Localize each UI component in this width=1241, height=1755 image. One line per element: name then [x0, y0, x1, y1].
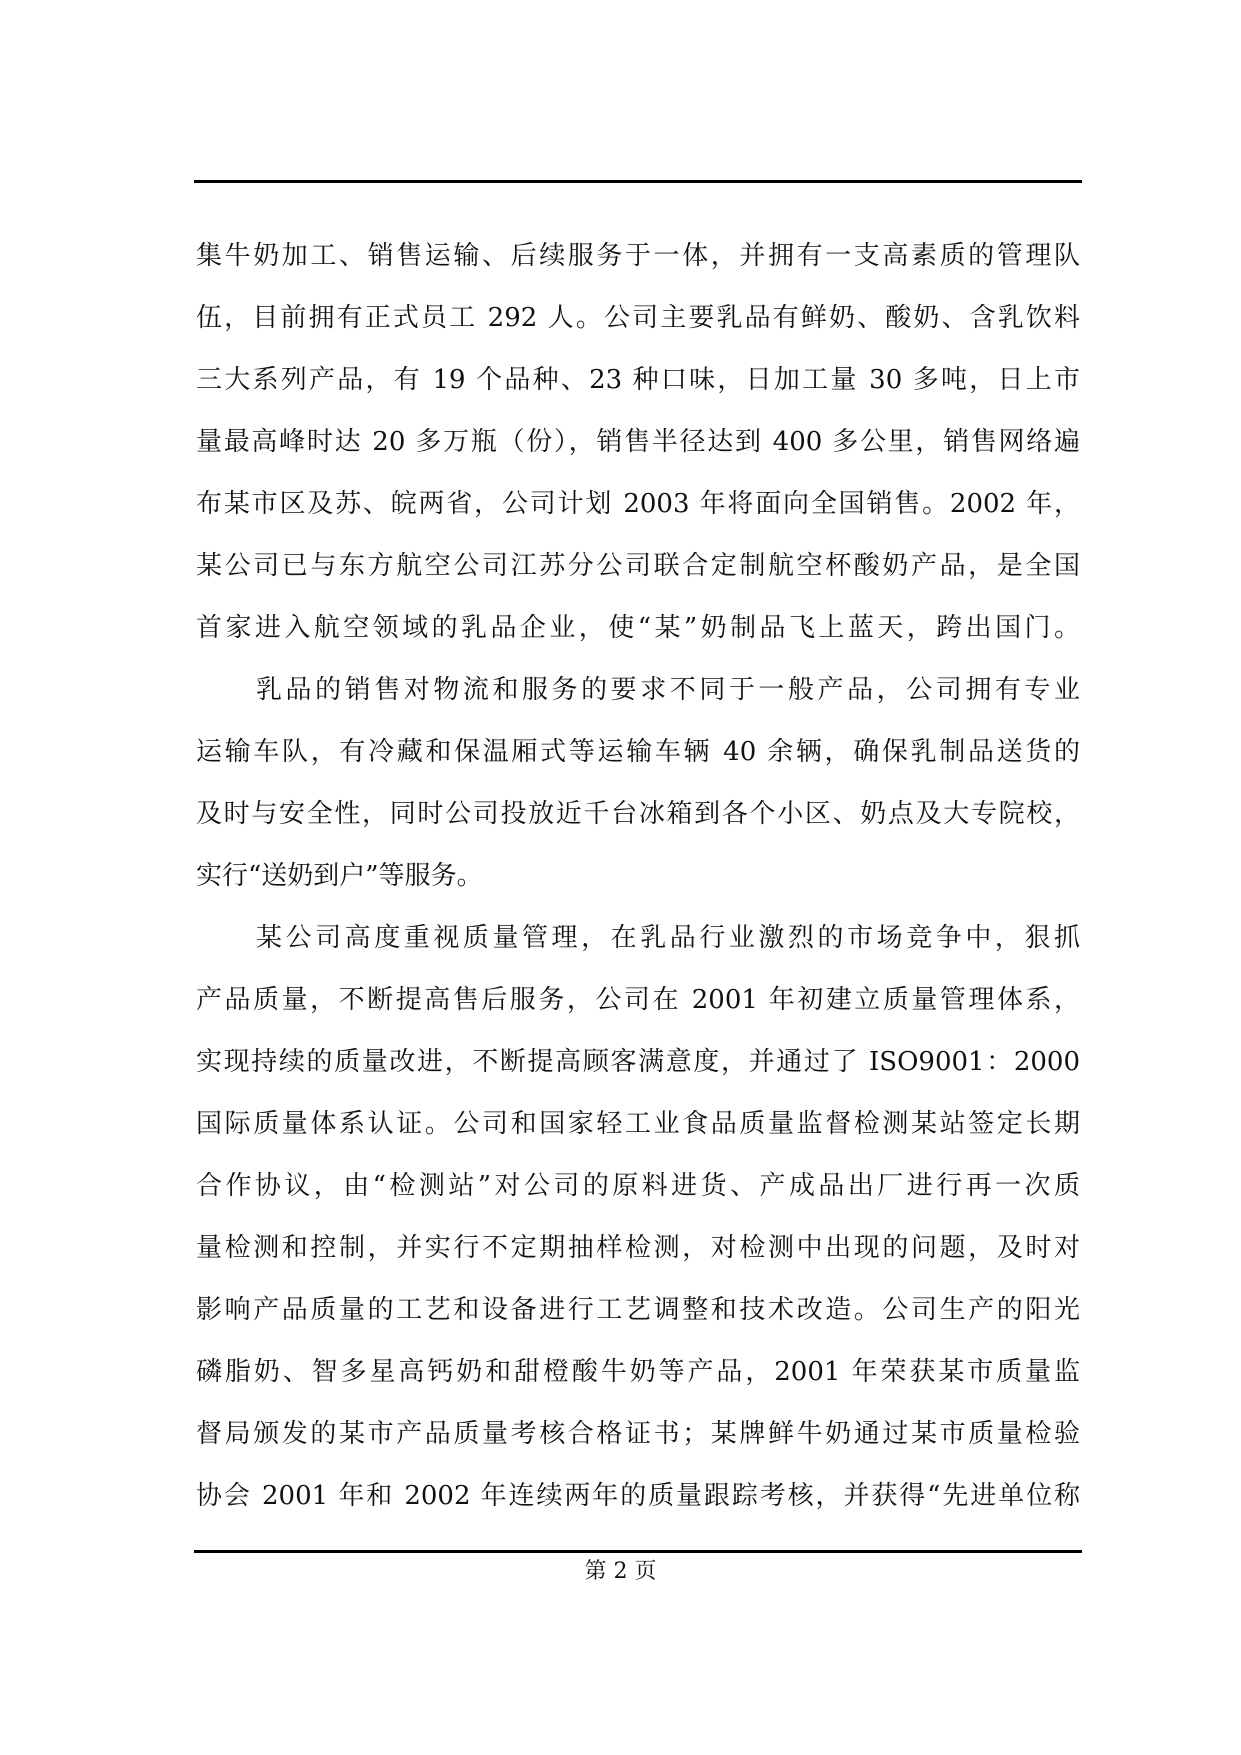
- text-line: 伍，目前拥有正式员工 292 人。公司主要乳品有鲜奶、酸奶、含乳饮料: [196, 303, 1080, 333]
- text-line: 督局颁发的某市产品质量考核合格证书；某牌鲜牛奶通过某市质量检验: [196, 1419, 1080, 1449]
- paragraph-first-line: 乳品的销售对物流和服务的要求不同于一般产品，公司拥有专业: [256, 675, 1080, 705]
- text-line: 磷脂奶、智多星高钙奶和甜橙酸牛奶等产品，2001 年荣获某市质量监: [196, 1357, 1080, 1387]
- text-line: 某公司已与东方航空公司江苏分公司联合定制航空杯酸奶产品，是全国: [196, 551, 1080, 581]
- document-body: [196, 225, 1080, 1527]
- text-line: 影响产品质量的工艺和设备进行工艺调整和技术改造。公司生产的阳光: [196, 1295, 1080, 1325]
- paragraph-first-line: 某公司高度重视质量管理，在乳品行业激烈的市场竞争中，狠抓: [256, 923, 1080, 953]
- text-line: 实行“送奶到户”等服务。: [196, 861, 483, 891]
- text-line: 合作协议，由“检测站”对公司的原料进货、产成品出厂进行再一次质: [196, 1171, 1080, 1201]
- text-line: 运输车队，有冷藏和保温厢式等运输车辆 40 余辆，确保乳制品送货的: [196, 737, 1080, 767]
- text-line: 三大系列产品，有 19 个品种、23 种口味，日加工量 30 多吨，日上市: [196, 365, 1080, 395]
- text-line: 国际质量体系认证。公司和国家轻工业食品质量监督检测某站签定长期: [196, 1109, 1080, 1139]
- text-line: 首家进入航空领域的乳品企业，使“某”奶制品飞上蓝天，跨出国门。: [196, 613, 1080, 643]
- text-line: 量检测和控制，并实行不定期抽样检测，对检测中出现的问题，及时对: [196, 1233, 1080, 1263]
- text-line: 集牛奶加工、销售运输、后续服务于一体，并拥有一支高素质的管理队: [196, 241, 1080, 271]
- text-line: 产品质量，不断提高售后服务，公司在 2001 年初建立质量管理体系，: [196, 985, 1080, 1015]
- page-number: 第 2 页: [584, 1559, 657, 1584]
- footer-rule: [194, 1550, 1082, 1553]
- text-line: 及时与安全性，同时公司投放近千台冰箱到各个小区、奶点及大专院校，: [196, 799, 1080, 829]
- text-line: 协会 2001 年和 2002 年连续两年的质量跟踪考核，并获得“先进单位称: [196, 1481, 1080, 1511]
- text-line: 布某市区及苏、皖两省，公司计划 2003 年将面向全国销售。2002 年，: [196, 489, 1080, 519]
- text-line: 实现持续的质量改进，不断提高顾客满意度，并通过了 ISO9001：2000: [196, 1047, 1080, 1077]
- header-rule: [194, 180, 1082, 183]
- text-line: 量最高峰时达 20 多万瓶（份），销售半径达到 400 多公里，销售网络遍: [196, 427, 1080, 457]
